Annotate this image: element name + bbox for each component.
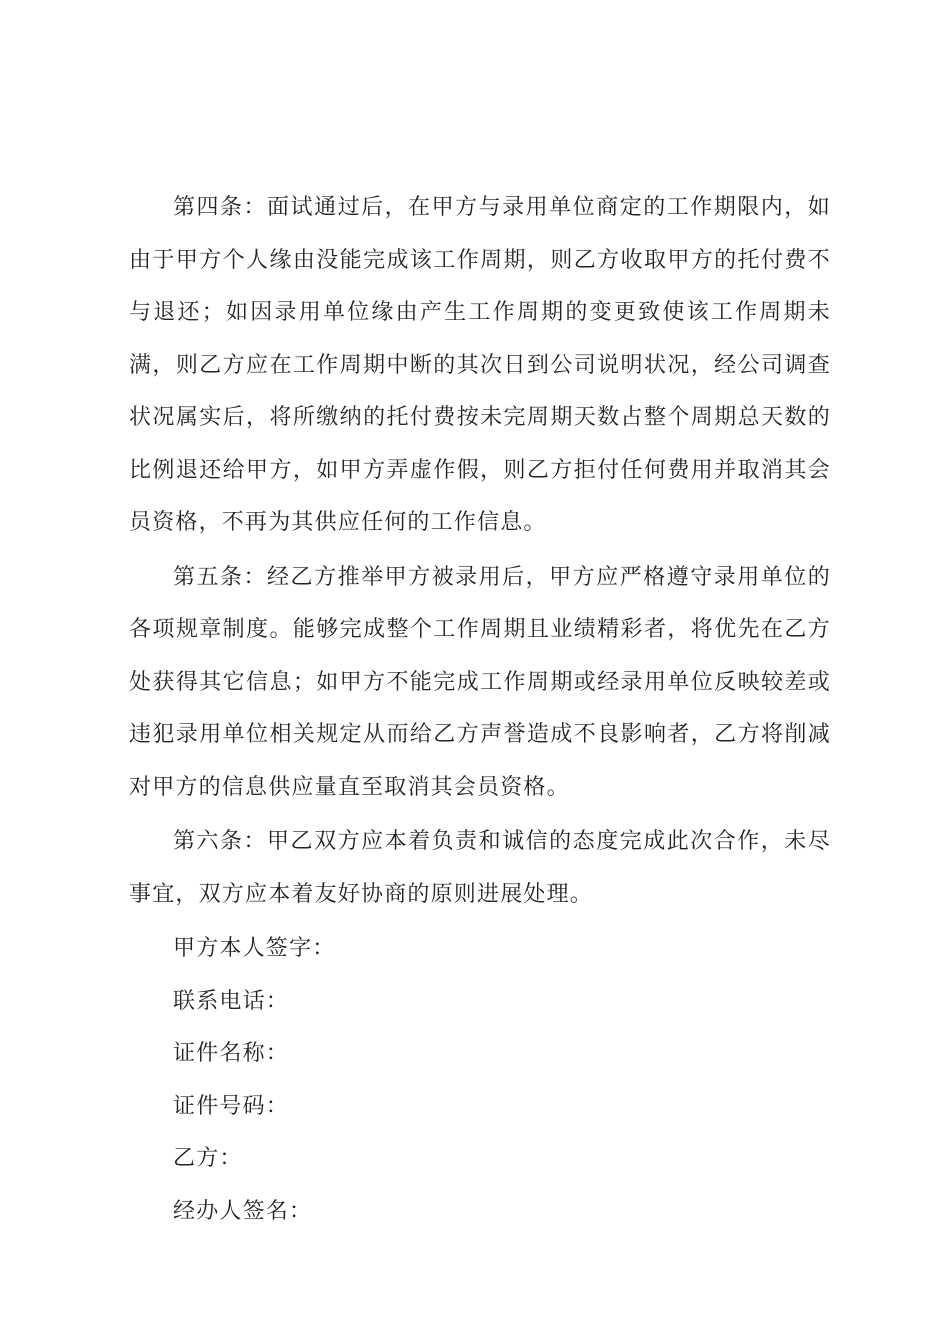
party-a-signature-label: 甲方本人签字： bbox=[173, 936, 336, 961]
handler-signature-label: 经办人签名： bbox=[173, 1198, 313, 1224]
clause-six-paragraph: 第六条：甲乙双方应本着负责和诚信的态度完成此次合作，未尽事宜，双方应本着友好协商的原则进展处理。 bbox=[129, 829, 831, 907]
id-number-label: 证件号码： bbox=[173, 1093, 290, 1119]
contact-phone-label: 联系电话： bbox=[173, 988, 290, 1014]
party-b-label: 乙方： bbox=[173, 1146, 243, 1171]
document-body bbox=[129, 182, 831, 1238]
clause-four-paragraph: 第四条：面试通过后，在甲方与录用单位商定的工作期限内，如由于甲方个人缘由没能完成该工作周期，则乙方收取甲方的托付费不与退还；如因录用单位缘由产生工作周期的变更致使该工作周期未满，则乙方应在工作周期中断的其次日到公司说明状况，经公司调查状况属实后，将所缴纳的托付费按未完周期天数占整个周期总天数的比例退还给甲方，如甲方弄虚作假，则乙方拒付任何费用并取消其会员资格，不再为其供应任何的工作信息。 bbox=[129, 195, 831, 535]
id-type-label: 证件名称： bbox=[173, 1041, 290, 1066]
clause-five-paragraph: 第五条：经乙方推举甲方被录用后，甲方应严格遵守录用单位的各项规章制度。能够完成整个工作周期且业绩精彩者，将优先在乙方处获得其它信息；如甲方不能完成工作周期或经录用单位反映较差或违犯录用单位相关规定从而给乙方声誉造成不良影响者，乙方将削减对甲方的信息供应量直至取消其会员资格。 bbox=[129, 564, 831, 800]
signature-block bbox=[129, 923, 831, 1238]
